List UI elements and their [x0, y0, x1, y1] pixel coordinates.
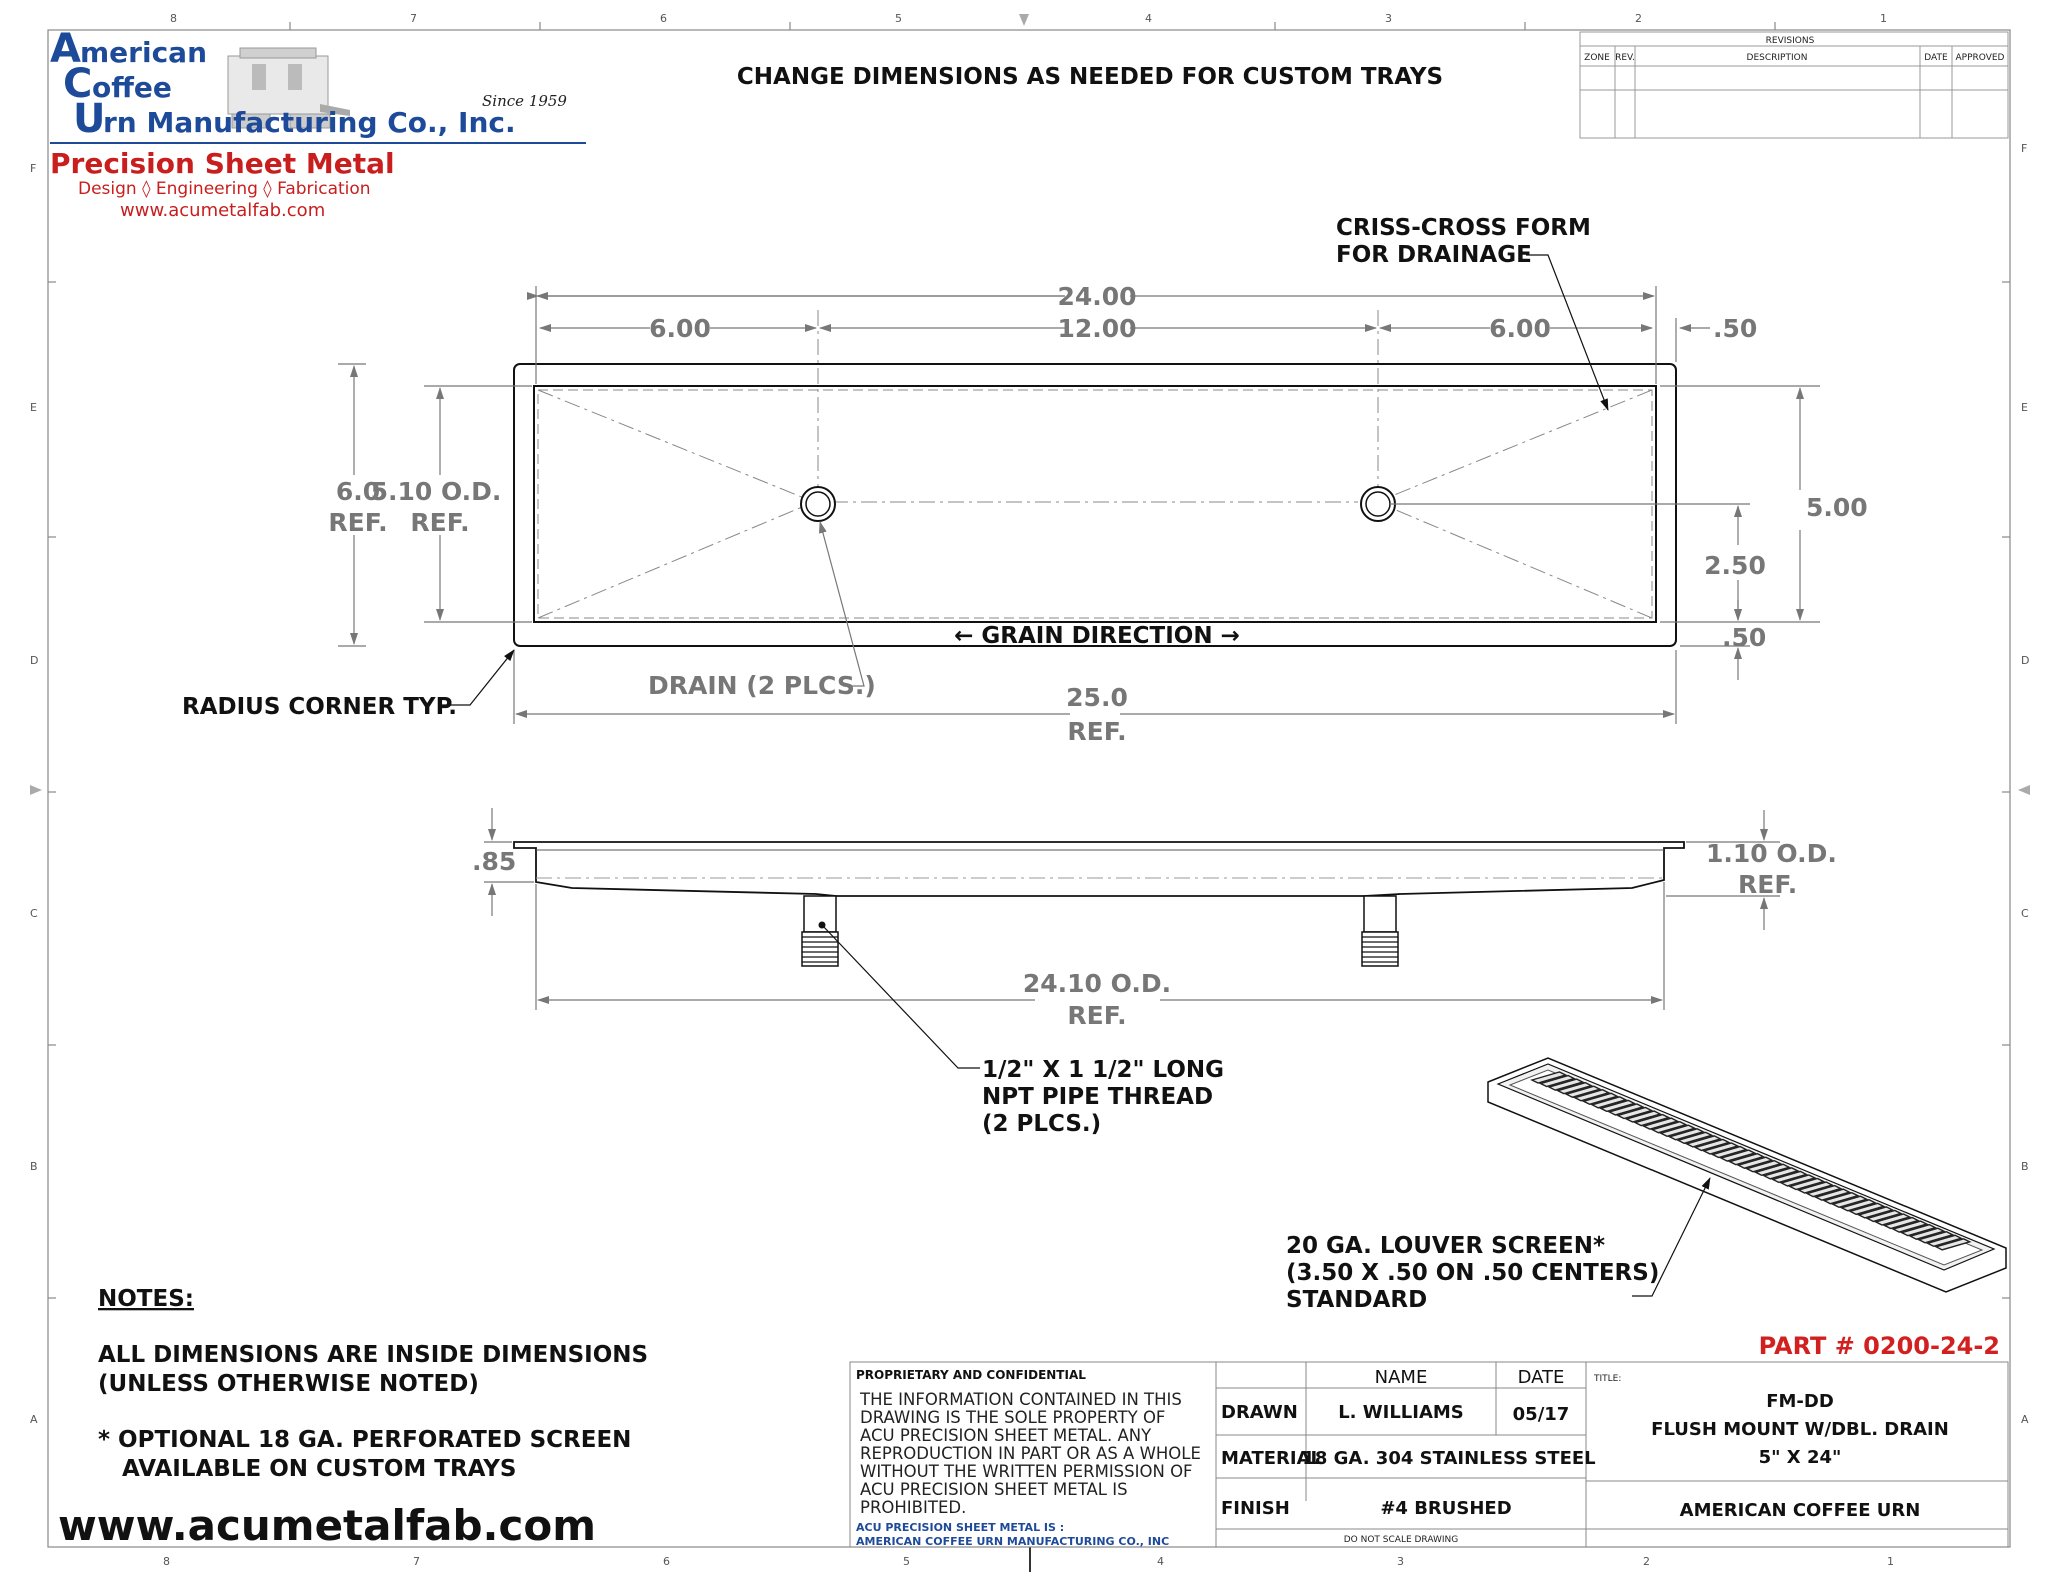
pipe-leader — [822, 925, 980, 1068]
zone-top-3: 3 — [1385, 12, 1392, 25]
zone-right-D: D — [2021, 654, 2030, 667]
zone-bottom-3: 3 — [1397, 1555, 1404, 1568]
louver-slats — [1532, 1072, 1970, 1250]
pipe-label-3: (2 PLCS.) — [982, 1111, 1102, 1137]
zone-bottom-1: 1 — [1887, 1555, 1894, 1568]
criss-cross-form — [538, 310, 1652, 618]
logo-letter-c: C — [63, 61, 93, 107]
zone-top-5: 5 — [895, 12, 902, 25]
finish-label: FINISH — [1221, 1498, 1290, 1519]
zone-bottom-7: 7 — [413, 1555, 420, 1568]
side-view-tray — [514, 842, 1684, 966]
acu-is: ACU PRECISION SHEET METAL IS : — [856, 1521, 1065, 1534]
zone-top-6: 6 — [660, 12, 667, 25]
zone-bottom-6: 6 — [663, 1555, 670, 1568]
title-label: TITLE: — [1594, 1374, 1622, 1384]
dim-60-ref: REF. — [328, 508, 388, 537]
dim-12: 12.00 — [1057, 314, 1137, 343]
screen-label-3: STANDARD — [1286, 1287, 1428, 1313]
sheet-border — [48, 22, 2010, 1547]
prop-text — [859, 1390, 1201, 1517]
note-2b: AVAILABLE ON CUSTOM TRAYS — [122, 1456, 517, 1482]
dim-510-ref: REF. — [410, 508, 470, 537]
zone-bottom-8: 8 — [163, 1555, 170, 1568]
dim-6-right: 6.00 — [1489, 314, 1551, 343]
logo-word-american: merican — [80, 36, 207, 69]
zone-top-4: 4 — [1145, 12, 1152, 25]
dim-050-top: .50 — [1713, 314, 1758, 343]
center-marks — [30, 14, 2030, 1572]
zone-labels — [30, 12, 2029, 1568]
zone-right-F: F — [2021, 142, 2028, 155]
dim-2410-ref: REF. — [1067, 1001, 1127, 1030]
col-name: NAME — [1374, 1367, 1428, 1388]
zone-left-C: C — [30, 907, 38, 920]
drawn-name: L. WILLIAMS — [1338, 1402, 1464, 1423]
company-name: AMERICAN COFFEE URN — [1679, 1500, 1921, 1521]
logo-word-coffee: offee — [92, 71, 172, 104]
zone-left-D: D — [30, 654, 39, 667]
top-view-tray — [514, 310, 1676, 646]
prop-line-3: ACU PRECISION SHEET METAL. ANY — [860, 1426, 1152, 1445]
zone-top-1: 1 — [1880, 12, 1887, 25]
notes-heading: NOTES: — [98, 1286, 194, 1312]
dim-110-ref: REF. — [1738, 870, 1798, 899]
finish-value: #4 BRUSHED — [1380, 1498, 1512, 1519]
prop-line-7: PROHIBITED. — [860, 1498, 967, 1517]
pipe-right — [1362, 896, 1398, 966]
revisions-col-date: DATE — [1924, 53, 1948, 63]
prop-line-6: ACU PRECISION SHEET METAL IS — [860, 1480, 1128, 1499]
prop-heading: PROPRIETARY AND CONFIDENTIAL — [856, 1368, 1086, 1382]
pipe-left — [802, 896, 838, 966]
material-label: MATERIAL — [1221, 1448, 1322, 1469]
dim-2410: 24.10 O.D. — [1022, 969, 1172, 998]
logo-since: Since 1959 — [482, 92, 567, 110]
note-1b: (UNLESS OTHERWISE NOTED) — [98, 1371, 479, 1397]
pipe-label-1: 1/2" X 1 1/2" LONG — [982, 1057, 1225, 1083]
dim-6-left: 6.00 — [649, 314, 711, 343]
acu-name: AMERICAN COFFEE URN MANUFACTURING CO., INC — [856, 1535, 1170, 1548]
zone-top-8: 8 — [170, 12, 177, 25]
revisions-col-approved: APPROVED — [1955, 53, 2005, 63]
zone-left-A: A — [30, 1413, 38, 1426]
radius-label: RADIUS CORNER TYP. — [182, 694, 457, 720]
no-scale: DO NOT SCALE DRAWING — [1343, 1535, 1459, 1545]
zone-bottom-4: 4 — [1157, 1555, 1164, 1568]
grain-direction: ← GRAIN DIRECTION → — [954, 623, 1240, 649]
drawn-date: 05/17 — [1512, 1404, 1570, 1425]
prop-line-5: WITHOUT THE WRITTEN PERMISSION OF — [860, 1462, 1193, 1481]
logo-letter-a: A — [50, 26, 81, 72]
title-line-3: 5" X 24" — [1758, 1447, 1842, 1468]
criss-cross-label-1: CRISS-CROSS FORM — [1336, 215, 1591, 241]
zone-left-F: F — [30, 162, 37, 175]
dim-500: 5.00 — [1806, 493, 1868, 522]
zone-top-7: 7 — [410, 12, 417, 25]
revisions-col-rev: REV. — [1615, 53, 1635, 63]
zone-bottom-5: 5 — [903, 1555, 910, 1568]
prop-line-4: REPRODUCTION IN PART OR AS A WHOLE — [860, 1444, 1201, 1463]
drain-leader — [820, 522, 864, 686]
revisions-table — [1580, 32, 2008, 138]
note-2a: * OPTIONAL 18 GA. PERFORATED SCREEN — [98, 1427, 632, 1453]
pipe-label-2: NPT PIPE THREAD — [982, 1084, 1214, 1110]
col-date: DATE — [1517, 1367, 1565, 1388]
logo-precision: Precision Sheet Metal — [50, 147, 395, 180]
zone-top-2: 2 — [1635, 12, 1642, 25]
revisions-col-description: DESCRIPTION — [1746, 53, 1808, 63]
dim-110: 1.10 O.D. — [1706, 839, 1837, 868]
dim-250-ref: 25.0 — [1066, 683, 1128, 712]
dim-085: .85 — [472, 847, 517, 876]
screen-label-1: 20 GA. LOUVER SCREEN* — [1286, 1233, 1606, 1259]
material-value: 18 GA. 304 STAINLESS STEEL — [1302, 1448, 1596, 1469]
dim-24: 24.00 — [1057, 282, 1137, 311]
logo-services: Design ◊ Engineering ◊ Fabrication — [78, 179, 371, 199]
zone-right-A: A — [2021, 1413, 2029, 1426]
revisions-col-zone: ZONE — [1584, 53, 1610, 63]
company-logo — [50, 26, 586, 221]
part-number: PART # 0200-24-2 — [1758, 1332, 2000, 1360]
dim-60: 6.0 — [335, 477, 381, 506]
zone-right-B: B — [2021, 1160, 2029, 1173]
title-line-2: FLUSH MOUNT W/DBL. DRAIN — [1651, 1419, 1949, 1440]
zone-left-E: E — [30, 401, 37, 414]
zone-left-B: B — [30, 1160, 38, 1173]
logo-letter-u: U — [73, 96, 106, 142]
zone-right-E: E — [2021, 401, 2028, 414]
dim-250: 2.50 — [1704, 551, 1766, 580]
top-view-dimensions — [335, 286, 1820, 724]
dim-250-ref-label: REF. — [1067, 717, 1127, 746]
drain-label: DRAIN (2 PLCS.) — [648, 671, 876, 700]
note-1a: ALL DIMENSIONS ARE INSIDE DIMENSIONS — [98, 1342, 649, 1368]
zone-bottom-2: 2 — [1643, 1555, 1650, 1568]
title-line-1: FM-DD — [1766, 1391, 1834, 1412]
drawn-label: DRAWN — [1221, 1402, 1298, 1423]
logo-word-urn: rn Manufacturing Co., Inc. — [103, 106, 516, 139]
logo-website: www.acumetalfab.com — [120, 200, 326, 221]
footer-url: www.acumetalfab.com — [58, 1501, 597, 1550]
dim-510: 5.10 O.D. — [370, 477, 502, 506]
screen-label-2: (3.50 X .50 ON .50 CENTERS) — [1286, 1260, 1660, 1286]
revisions-title: REVISIONS — [1765, 36, 1815, 46]
sheet-heading: CHANGE DIMENSIONS AS NEEDED FOR CUSTOM TRAYS — [736, 64, 1444, 90]
zone-right-C: C — [2021, 907, 2029, 920]
prop-line-1: THE INFORMATION CONTAINED IN THIS — [860, 1390, 1182, 1409]
criss-cross-label-2: FOR DRAINAGE — [1336, 242, 1532, 268]
dim-050-bottom: .50 — [1722, 623, 1767, 652]
prop-line-2: DRAWING IS THE SOLE PROPERTY OF — [860, 1408, 1166, 1427]
